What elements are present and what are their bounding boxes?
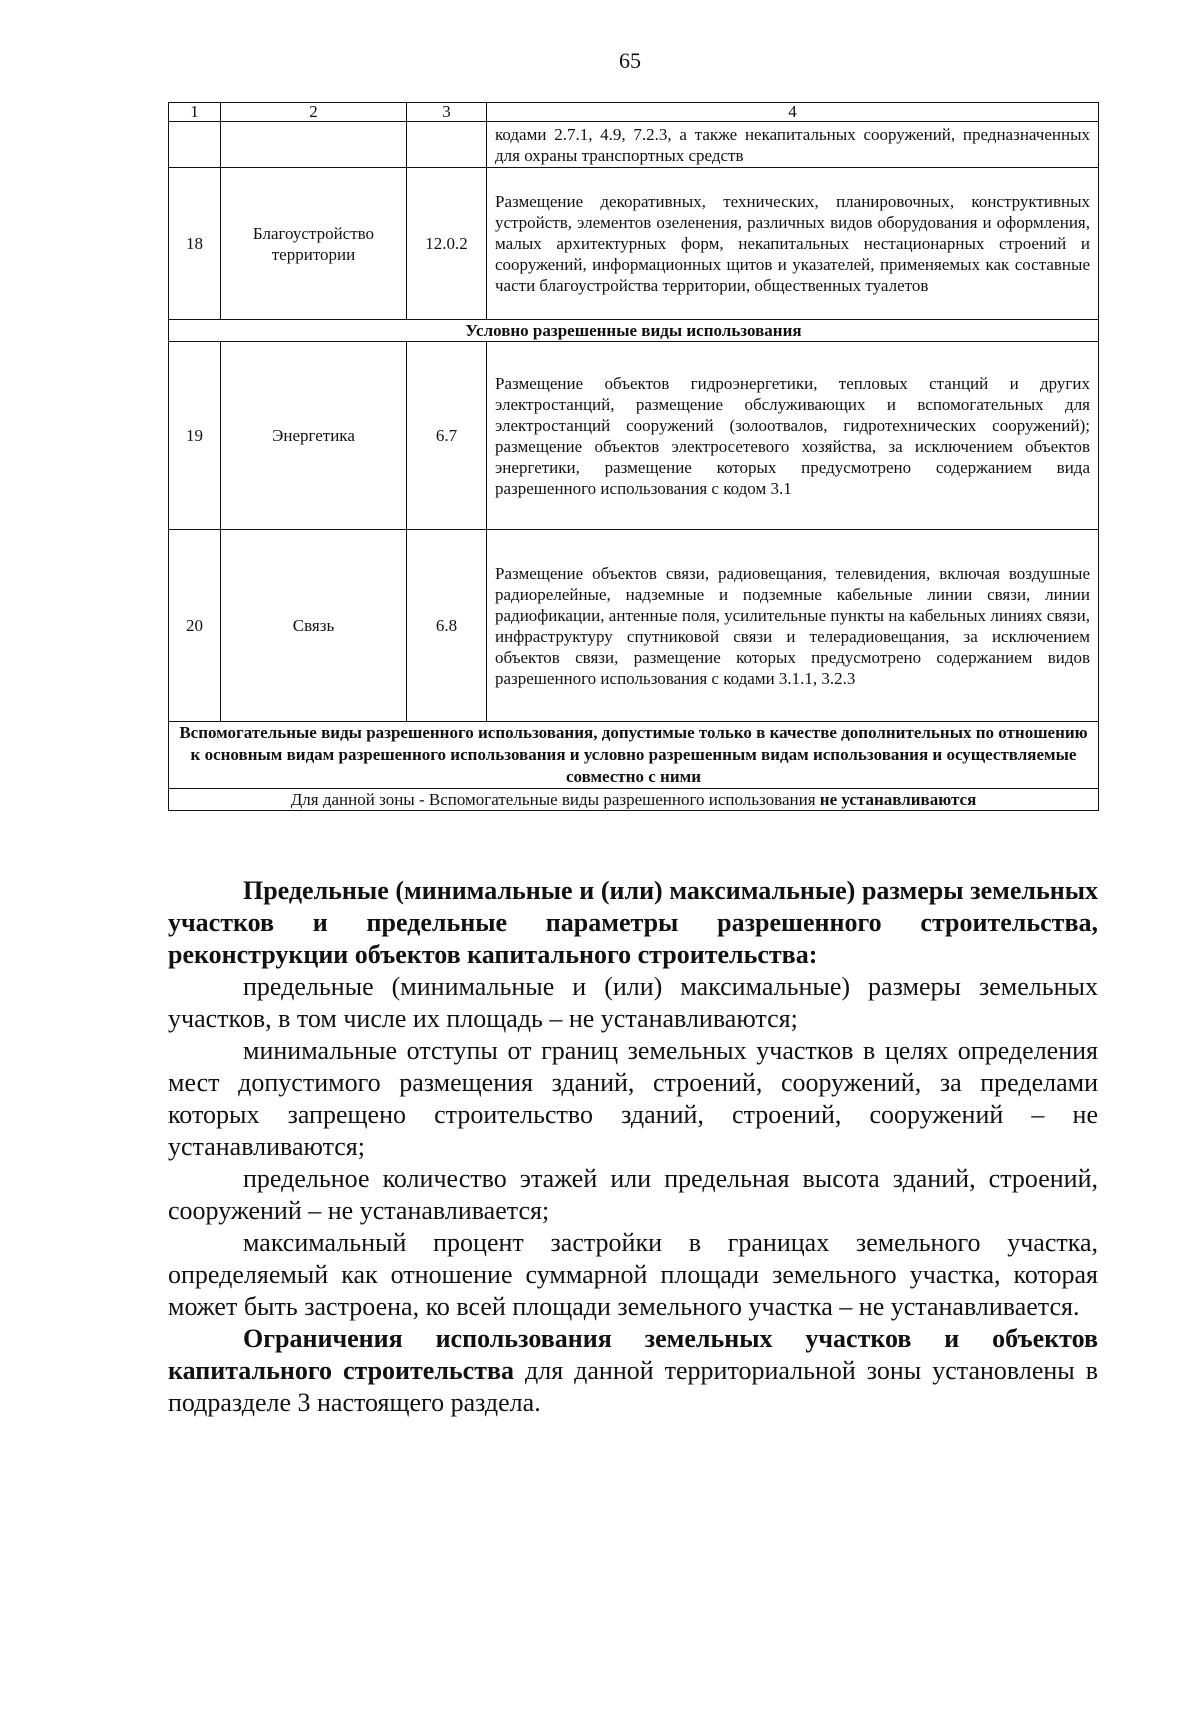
restrictions-rest: для данной территориальной зоны установлены в подразделе 3 настоящего раздела. xyxy=(168,1356,1098,1417)
use-description: Размещение объектов гидроэнергетики, тепловых станций и других электростанций, размещение обслуживающих и вспомогательных для электростанций сооружений (золоотвалов, гидротехнических сооружений); размещение объектов электросетевого хозяйства, за исключением объектов энергетики, размещение которых предусмотрено содержанием вида разрешенного использования с кодом 3.1 xyxy=(487,342,1099,530)
use-name: Энергетика xyxy=(221,342,407,530)
use-description: Размещение объектов связи, радиовещания, телевидения, включая воздушные радиорелейные, надземные и подземные кабельные линии связи, линии радиофикации, антенные поля, усилительные пункты на кабельных линиях связи, инфраструктуру спутниковой связи и телерадиовещания, за исключением объектов связи, размещение которых предусмотрено содержанием видов разрешенного использования с кодами 3.1.1, 3.2.3 xyxy=(487,530,1099,722)
page-number: 65 xyxy=(619,48,641,73)
row-number: 18 xyxy=(169,168,221,320)
header-cell-4: 4 xyxy=(487,103,1099,122)
table-footer-row xyxy=(169,789,1099,811)
use-description: Размещение декоративных, технических, планировочных, конструктивных устройств, элементов озеленения, различных видов оборудования и оформления, малых архитектурных форм, некапитальных нестационарных строений и сооружений, информационных щитов и указателей, применяемых как составные части благоустройства территории, общественных туалетов xyxy=(487,168,1099,320)
header-cell-1: 1 xyxy=(169,103,221,122)
footer-note-emphasis: не устанавливаются xyxy=(819,790,977,809)
section-row-auxiliary xyxy=(169,722,1099,789)
use-code: 6.8 xyxy=(407,530,487,722)
row-number: 20 xyxy=(169,530,221,722)
use-code: 12.0.2 xyxy=(407,168,487,320)
use-code: 6.7 xyxy=(407,342,487,530)
land-use-table xyxy=(168,102,1099,811)
paragraph-plot-sizes: предельные (минимальные и (или) максимальные) размеры земельных участков, в том числе их площадь – не устанавливаются; xyxy=(168,972,1098,1033)
table-row-20 xyxy=(169,530,1099,722)
footer-note xyxy=(169,789,1099,811)
footer-note-text: Для данной зоны - Вспомогательные виды разрешенного использования xyxy=(290,790,820,809)
row-number: 19 xyxy=(169,342,221,530)
table-row-continuation xyxy=(169,122,1099,168)
header-cell-3: 3 xyxy=(407,103,487,122)
table-header-row xyxy=(169,103,1099,122)
section-row-conditional xyxy=(169,320,1099,342)
paragraph-restrictions xyxy=(168,1323,1098,1419)
table-row-19 xyxy=(169,342,1099,530)
use-name: Связь xyxy=(221,530,407,722)
section-title-auxiliary: Вспомогательные виды разрешенного использования, допустимые только в качестве дополнительных по отношению к основным видам разрешенного использования и условно разрешенным видам использования и осуществляемые совместно с ними xyxy=(169,722,1099,789)
section-heading: Предельные (минимальные и (или) максимальные) размеры земельных участков и предельные параметры разрешенного строительства, реконструкции объектов капитального строительства: xyxy=(168,876,1098,969)
header-cell-2: 2 xyxy=(221,103,407,122)
continuation-text: кодами 2.7.1, 4.9, 7.2.3, а также некапитальных сооружений, предназначенных для охраны транспортных средств xyxy=(487,122,1099,168)
section-title-conditional: Условно разрешенные виды использования xyxy=(169,320,1099,342)
table-row-18 xyxy=(169,168,1099,320)
use-name: Благоустройство территории xyxy=(221,168,407,320)
paragraph-coverage: максимальный процент застройки в границах земельного участка, определяемый как отношение суммарной площади земельного участка, которая может быть застроена, ко всей площади земельного участка – не устанавливается. xyxy=(168,1228,1098,1321)
restrictions-bold: Ограничения использования земельных участков и объектов капитального строительства xyxy=(168,1324,1098,1385)
body-text xyxy=(168,875,1098,1419)
paragraph-floors: предельное количество этажей или предельная высота зданий, строений, сооружений – не устанавливается; xyxy=(168,1164,1098,1225)
paragraph-setbacks: минимальные отступы от границ земельных участков в целях определения мест допустимого размещения зданий, строений, сооружений, за пределами которых запрещено строительство зданий, строений, сооружений – не устанавливаются; xyxy=(168,1036,1098,1161)
